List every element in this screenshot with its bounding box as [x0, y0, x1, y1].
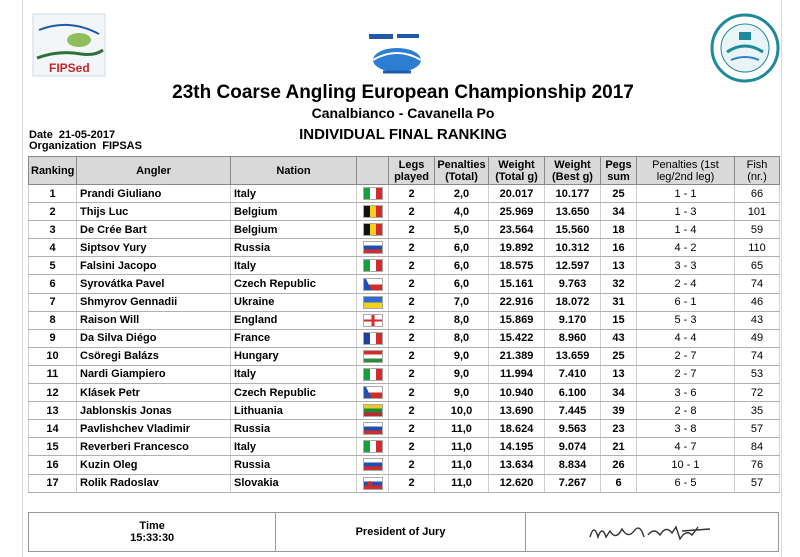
weight-best-cell: 9.170 — [545, 311, 601, 329]
fish-cell: 35 — [735, 402, 780, 420]
fipsed-logo — [29, 10, 109, 80]
penalties-legs-cell: 4 - 2 — [637, 239, 735, 257]
penalties-legs-cell: 1 - 3 — [637, 203, 735, 221]
legs-cell: 2 — [389, 384, 435, 402]
penalties-total-cell: 9,0 — [435, 384, 489, 402]
fish-cell: 49 — [735, 329, 780, 347]
nation-cell: Hungary — [231, 347, 357, 365]
fish-cell: 72 — [735, 384, 780, 402]
flag-cell — [357, 221, 389, 239]
fish-cell: 59 — [735, 221, 780, 239]
rank-cell: 16 — [29, 456, 77, 474]
nation-cell: Italy — [231, 438, 357, 456]
weight-total-cell: 13.690 — [489, 402, 545, 420]
penalties-total-cell: 8,0 — [435, 311, 489, 329]
angler-cell: Csöregi Balázs — [77, 347, 231, 365]
penalties-legs-cell: 4 - 7 — [637, 438, 735, 456]
pegs-cell: 39 — [601, 402, 637, 420]
penalties-legs-cell: 5 - 3 — [637, 311, 735, 329]
handwritten-signature — [582, 517, 722, 547]
penalties-total-cell: 6,0 — [435, 275, 489, 293]
fish-cell: 57 — [735, 474, 780, 492]
col-weight-best: Weight (Best g) — [545, 157, 601, 185]
nation-cell: Italy — [231, 185, 357, 203]
venue-subtitle: Canalbianco - Cavanella Po — [311, 105, 495, 121]
weight-best-cell: 8.834 — [545, 456, 601, 474]
weight-total-cell: 15.161 — [489, 275, 545, 293]
pegs-cell: 31 — [601, 293, 637, 311]
weight-total-cell: 15.869 — [489, 311, 545, 329]
pegs-cell: 21 — [601, 438, 637, 456]
time-cell — [29, 513, 276, 551]
penalties-total-cell: 9,0 — [435, 365, 489, 383]
rank-cell: 13 — [29, 402, 77, 420]
nation-cell: Ukraine — [231, 293, 357, 311]
nation-cell: Lithuania — [231, 402, 357, 420]
weight-best-cell: 15.560 — [545, 221, 601, 239]
angler-cell: Shmyrov Gennadii — [77, 293, 231, 311]
legs-cell: 2 — [389, 185, 435, 203]
angler-cell: Da Silva Diégo — [77, 329, 231, 347]
rank-cell: 1 — [29, 185, 77, 203]
weight-best-cell: 12.597 — [545, 257, 601, 275]
weight-total-cell: 18.624 — [489, 420, 545, 438]
flag-icon — [363, 386, 383, 399]
time-value: 15:33:30 — [130, 532, 175, 544]
weight-best-cell: 9.074 — [545, 438, 601, 456]
penalties-legs-cell: 2 - 7 — [637, 365, 735, 383]
weight-best-cell: 9.763 — [545, 275, 601, 293]
ranking-table-body — [29, 185, 780, 493]
weight-total-cell: 11.994 — [489, 365, 545, 383]
table-row — [29, 456, 780, 474]
col-nation: Nation — [231, 157, 357, 185]
weight-total-cell: 20.017 — [489, 185, 545, 203]
flag-cell — [357, 185, 389, 203]
legs-cell: 2 — [389, 203, 435, 221]
table-row — [29, 420, 780, 438]
table-row — [29, 311, 780, 329]
flag-cell — [357, 257, 389, 275]
rank-cell: 8 — [29, 311, 77, 329]
weight-best-cell: 8.960 — [545, 329, 601, 347]
rank-cell: 11 — [29, 365, 77, 383]
penalties-total-cell: 6,0 — [435, 239, 489, 257]
president-of-jury-label: President of Jury — [355, 526, 446, 538]
weight-total-cell: 22.916 — [489, 293, 545, 311]
penalties-legs-cell: 1 - 1 — [637, 185, 735, 203]
col-angler: Angler — [77, 157, 231, 185]
weight-total-cell: 13.634 — [489, 456, 545, 474]
weight-best-cell: 7.410 — [545, 365, 601, 383]
fish-cell: 53 — [735, 365, 780, 383]
rank-cell: 12 — [29, 384, 77, 402]
legs-cell: 2 — [389, 402, 435, 420]
table-row — [29, 474, 780, 492]
pegs-cell: 25 — [601, 347, 637, 365]
pegs-cell: 34 — [601, 384, 637, 402]
weight-best-cell: 7.445 — [545, 402, 601, 420]
flag-cell — [357, 402, 389, 420]
weight-total-cell: 14.195 — [489, 438, 545, 456]
championship-logo — [363, 28, 429, 80]
penalties-legs-cell: 1 - 4 — [637, 221, 735, 239]
penalties-total-cell: 9,0 — [435, 347, 489, 365]
flag-cell — [357, 203, 389, 221]
rank-cell: 3 — [29, 221, 77, 239]
penalties-total-cell: 10,0 — [435, 402, 489, 420]
table-row — [29, 221, 780, 239]
penalties-legs-cell: 10 - 1 — [637, 456, 735, 474]
flag-cell — [357, 420, 389, 438]
penalties-legs-cell: 2 - 7 — [637, 347, 735, 365]
flag-cell — [357, 384, 389, 402]
legs-cell: 2 — [389, 275, 435, 293]
table-row — [29, 438, 780, 456]
weight-total-cell: 23.564 — [489, 221, 545, 239]
col-weight-total: Weight (Total g) — [489, 157, 545, 185]
penalties-legs-cell: 2 - 8 — [637, 402, 735, 420]
flag-icon — [363, 332, 383, 345]
weight-best-cell: 18.072 — [545, 293, 601, 311]
penalties-legs-cell: 6 - 5 — [637, 474, 735, 492]
penalties-total-cell: 8,0 — [435, 329, 489, 347]
fish-cell: 101 — [735, 203, 780, 221]
penalties-total-cell: 11,0 — [435, 474, 489, 492]
penalties-total-cell: 6,0 — [435, 257, 489, 275]
pegs-cell: 13 — [601, 365, 637, 383]
penalties-legs-cell: 3 - 8 — [637, 420, 735, 438]
angler-cell: Jablonskis Jonas — [77, 402, 231, 420]
flag-icon — [363, 350, 383, 363]
penalties-legs-cell: 4 - 4 — [637, 329, 735, 347]
signature-footer — [28, 512, 779, 552]
weight-total-cell: 10.940 — [489, 384, 545, 402]
nation-cell: Czech Republic — [231, 384, 357, 402]
penalties-total-cell: 11,0 — [435, 456, 489, 474]
col-penalties-legs: Penalties (1st leg/2nd leg) — [637, 157, 735, 185]
fish-cell: 110 — [735, 239, 780, 257]
col-legs: Legs played — [389, 157, 435, 185]
col-penalties-total: Penalties (Total) — [435, 157, 489, 185]
legs-cell: 2 — [389, 293, 435, 311]
flag-icon — [363, 477, 383, 490]
fish-cell: 76 — [735, 456, 780, 474]
pegs-cell: 16 — [601, 239, 637, 257]
angler-cell: Kuzin Oleg — [77, 456, 231, 474]
weight-total-cell: 15.422 — [489, 329, 545, 347]
rank-cell: 2 — [29, 203, 77, 221]
date-line: Date 21-05-2017 — [29, 129, 116, 141]
col-fish: Fish (nr.) — [735, 157, 780, 185]
fish-cell: 74 — [735, 347, 780, 365]
legs-cell: 2 — [389, 420, 435, 438]
pegs-cell: 13 — [601, 257, 637, 275]
table-header-row — [29, 157, 780, 185]
nation-cell: France — [231, 329, 357, 347]
nation-cell: England — [231, 311, 357, 329]
weight-total-cell: 18.575 — [489, 257, 545, 275]
nation-cell: Italy — [231, 365, 357, 383]
fish-cell: 84 — [735, 438, 780, 456]
weight-best-cell: 10.177 — [545, 185, 601, 203]
table-row — [29, 203, 780, 221]
flag-icon — [363, 314, 383, 327]
nation-cell: Slovakia — [231, 474, 357, 492]
angler-cell: Reverberi Francesco — [77, 438, 231, 456]
ranking-table — [28, 156, 780, 493]
flag-icon — [363, 296, 383, 309]
legs-cell: 2 — [389, 221, 435, 239]
angler-cell: Syrovátka Pavel — [77, 275, 231, 293]
legs-cell: 2 — [389, 239, 435, 257]
legs-cell: 2 — [389, 347, 435, 365]
table-row — [29, 275, 780, 293]
pegs-cell: 23 — [601, 420, 637, 438]
weight-best-cell: 13.650 — [545, 203, 601, 221]
angler-cell: Prandi Giuliano — [77, 185, 231, 203]
flag-icon — [363, 278, 383, 291]
table-row — [29, 239, 780, 257]
fish-cell: 57 — [735, 420, 780, 438]
rank-cell: 6 — [29, 275, 77, 293]
rank-cell: 15 — [29, 438, 77, 456]
pegs-cell: 26 — [601, 456, 637, 474]
weight-total-cell: 21.389 — [489, 347, 545, 365]
table-row — [29, 329, 780, 347]
legs-cell: 2 — [389, 329, 435, 347]
rank-cell: 5 — [29, 257, 77, 275]
organization-line: Organization FIPSAS — [29, 140, 142, 152]
flag-cell — [357, 239, 389, 257]
flag-cell — [357, 438, 389, 456]
fish-cell: 46 — [735, 293, 780, 311]
fish-cell: 74 — [735, 275, 780, 293]
flag-icon — [363, 440, 383, 453]
flag-icon — [363, 368, 383, 381]
rank-cell: 17 — [29, 474, 77, 492]
weight-best-cell: 7.267 — [545, 474, 601, 492]
pegs-cell: 6 — [601, 474, 637, 492]
penalties-total-cell: 2,0 — [435, 185, 489, 203]
flag-icon — [363, 223, 383, 236]
svg-text:FIPSed: FIPSed — [49, 61, 90, 75]
flag-cell — [357, 275, 389, 293]
pegs-cell: 18 — [601, 221, 637, 239]
pegs-cell: 25 — [601, 185, 637, 203]
angler-cell: Nardi Giampiero — [77, 365, 231, 383]
weight-best-cell: 10.312 — [545, 239, 601, 257]
angler-cell: Rolik Radoslav — [77, 474, 231, 492]
legs-cell: 2 — [389, 474, 435, 492]
flag-icon — [363, 404, 383, 417]
pegs-cell: 32 — [601, 275, 637, 293]
pegs-cell: 43 — [601, 329, 637, 347]
angler-cell: Pavlishchev Vladimir — [77, 420, 231, 438]
table-row — [29, 185, 780, 203]
flag-cell — [357, 347, 389, 365]
angler-cell: Thijs Luc — [77, 203, 231, 221]
flag-cell — [357, 329, 389, 347]
document-page — [22, 0, 782, 557]
nation-cell: Russia — [231, 239, 357, 257]
penalties-legs-cell: 3 - 6 — [637, 384, 735, 402]
federation-seal-logo — [709, 8, 781, 88]
penalties-legs-cell: 6 - 1 — [637, 293, 735, 311]
angler-cell: Siptsov Yury — [77, 239, 231, 257]
fish-cell: 66 — [735, 185, 780, 203]
penalties-total-cell: 7,0 — [435, 293, 489, 311]
rank-cell: 14 — [29, 420, 77, 438]
signature-cell — [526, 513, 778, 551]
legs-cell: 2 — [389, 311, 435, 329]
angler-cell: Raison Will — [77, 311, 231, 329]
angler-cell: Falsini Jacopo — [77, 257, 231, 275]
fish-cell: 43 — [735, 311, 780, 329]
col-flag — [357, 157, 389, 185]
weight-total-cell: 19.892 — [489, 239, 545, 257]
legs-cell: 2 — [389, 456, 435, 474]
pegs-cell: 15 — [601, 311, 637, 329]
nation-cell: Russia — [231, 456, 357, 474]
legs-cell: 2 — [389, 257, 435, 275]
angler-cell: Klásek Petr — [77, 384, 231, 402]
nation-cell: Belgium — [231, 221, 357, 239]
weight-best-cell: 13.659 — [545, 347, 601, 365]
penalties-legs-cell: 2 - 4 — [637, 275, 735, 293]
weight-best-cell: 6.100 — [545, 384, 601, 402]
flag-icon — [363, 187, 383, 200]
nation-cell: Russia — [231, 420, 357, 438]
angler-cell: De Crée Bart — [77, 221, 231, 239]
flag-icon — [363, 259, 383, 272]
penalties-total-cell: 11,0 — [435, 420, 489, 438]
flag-cell — [357, 311, 389, 329]
table-row — [29, 257, 780, 275]
col-ranking: Ranking — [29, 157, 77, 185]
flag-icon — [363, 422, 383, 435]
legs-cell: 2 — [389, 365, 435, 383]
rank-cell: 9 — [29, 329, 77, 347]
penalties-total-cell: 4,0 — [435, 203, 489, 221]
penalties-legs-cell: 3 - 3 — [637, 257, 735, 275]
ranking-heading: INDIVIDUAL FINAL RANKING — [299, 126, 507, 143]
table-row — [29, 402, 780, 420]
table-row — [29, 293, 780, 311]
weight-best-cell: 9.563 — [545, 420, 601, 438]
jury-cell — [276, 513, 525, 551]
legs-cell: 2 — [389, 438, 435, 456]
nation-cell: Italy — [231, 257, 357, 275]
table-row — [29, 347, 780, 365]
penalties-total-cell: 11,0 — [435, 438, 489, 456]
pegs-cell: 34 — [601, 203, 637, 221]
flag-cell — [357, 293, 389, 311]
nation-cell: Belgium — [231, 203, 357, 221]
page-title: 23th Coarse Angling European Championship 2017 — [172, 82, 634, 103]
rank-cell: 7 — [29, 293, 77, 311]
penalties-total-cell: 5,0 — [435, 221, 489, 239]
rank-cell: 10 — [29, 347, 77, 365]
table-row — [29, 365, 780, 383]
flag-cell — [357, 456, 389, 474]
flag-cell — [357, 474, 389, 492]
col-pegs: Pegs sum — [601, 157, 637, 185]
flag-icon — [363, 241, 383, 254]
weight-total-cell: 25.969 — [489, 203, 545, 221]
flag-cell — [357, 365, 389, 383]
weight-total-cell: 12.620 — [489, 474, 545, 492]
time-label: Time — [139, 520, 165, 532]
fish-cell: 65 — [735, 257, 780, 275]
table-row — [29, 384, 780, 402]
rank-cell: 4 — [29, 239, 77, 257]
flag-icon — [363, 458, 383, 471]
flag-icon — [363, 205, 383, 218]
nation-cell: Czech Republic — [231, 275, 357, 293]
